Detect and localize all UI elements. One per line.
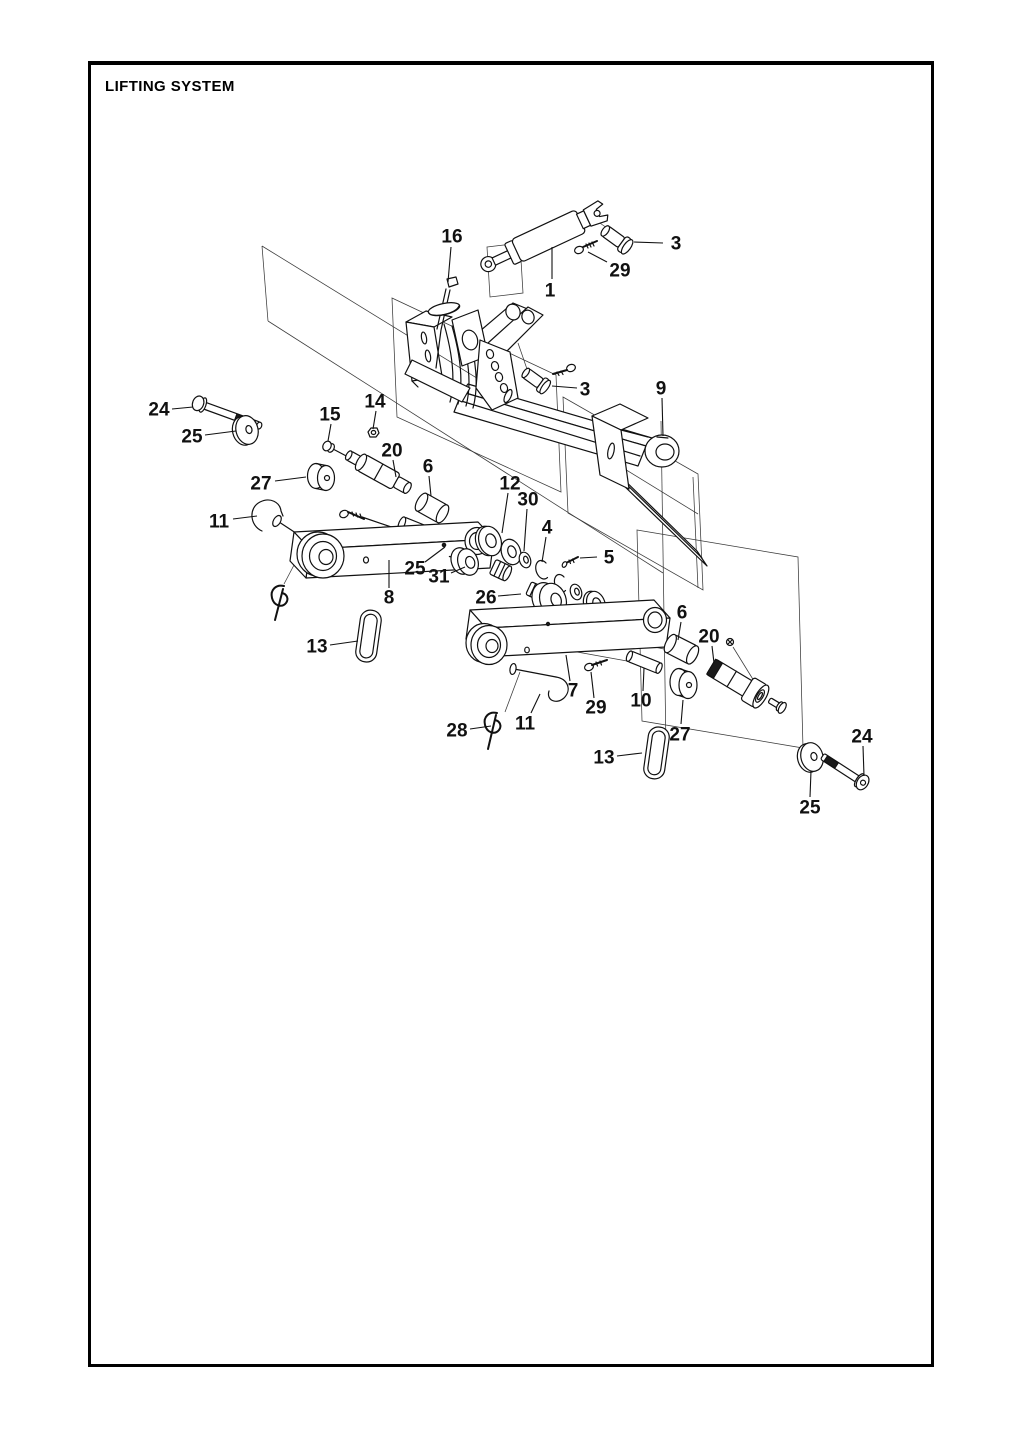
callout-leader-20 (712, 646, 714, 663)
part-screw-5 (561, 557, 578, 568)
callout-leader-25 (810, 771, 811, 797)
part-pin-3-mid (519, 363, 576, 395)
callout-29: 29 (585, 697, 607, 719)
callout-leader-12 (502, 493, 508, 533)
callout-leader-3 (552, 386, 577, 388)
callout-13: 13 (306, 636, 328, 658)
part-cylinder-1 (476, 198, 610, 278)
callout-11: 11 (208, 511, 230, 533)
callout-leader-27 (275, 477, 306, 481)
callout-25: 25 (799, 797, 821, 819)
part-cotter-29-top (574, 241, 597, 255)
callout-leader-11 (233, 516, 257, 519)
callout-29: 29 (609, 260, 631, 282)
callout-leader-30 (524, 509, 527, 551)
callout-3: 3 (670, 233, 682, 255)
callout-3: 3 (579, 379, 591, 401)
part-cap-27a (308, 464, 335, 491)
callout-leader-4 (542, 537, 546, 562)
callout-leader-27 (681, 700, 683, 724)
callout-leader-24 (172, 407, 193, 409)
callout-8: 8 (383, 587, 395, 609)
callout-leader-7 (566, 655, 570, 681)
callout-20: 20 (698, 626, 720, 648)
callout-leader-11 (531, 694, 540, 713)
part-strap-13b (642, 726, 670, 780)
callout-31: 31 (428, 566, 450, 588)
part-pin-20a (342, 446, 414, 497)
callout-12: 12 (499, 473, 521, 495)
callout-27: 27 (250, 473, 272, 495)
callout-25: 25 (181, 426, 203, 448)
callout-leader-16 (448, 247, 451, 282)
callout-leader-13 (617, 753, 642, 756)
callout-7: 7 (567, 680, 579, 702)
callout-leader-24 (863, 746, 864, 776)
callout-leader-14 (373, 411, 376, 429)
callout-27: 27 (669, 724, 691, 746)
part-pin-11b (509, 663, 568, 701)
callout-leader-5 (580, 557, 597, 558)
callout-5: 5 (603, 547, 615, 569)
callout-20: 20 (381, 440, 403, 462)
callout-leader-29 (591, 672, 594, 698)
part-pin-20b (704, 639, 787, 715)
callout-6: 6 (422, 456, 434, 478)
callout-leader-29 (588, 252, 607, 262)
callout-leader-10 (643, 668, 644, 691)
part-nut-14 (368, 428, 379, 437)
part-washer-small (568, 583, 583, 602)
callout-leader-6 (429, 476, 431, 496)
part-strap-13a (354, 609, 382, 663)
part-cap-27b (670, 669, 697, 699)
part-rclip-upper (272, 586, 288, 620)
callout-leader-28 (470, 726, 491, 729)
callout-25: 25 (404, 558, 426, 580)
callout-13: 13 (593, 747, 615, 769)
callout-30: 30 (517, 489, 539, 511)
callout-leader-13 (330, 641, 358, 645)
callout-leader-26 (498, 594, 521, 596)
callout-1: 1 (544, 280, 556, 302)
part-rclip-28 (485, 713, 501, 749)
callout-16: 16 (441, 226, 463, 248)
page-title: LIFTING SYSTEM (105, 78, 235, 95)
callout-leader-3 (634, 242, 663, 243)
callout-11: 11 (514, 713, 536, 735)
callout-leader-15 (328, 424, 331, 441)
callout-10: 10 (630, 690, 652, 712)
part-cotter-29b (584, 660, 607, 672)
part-pin-3-top (598, 222, 635, 255)
callout-26: 26 (475, 587, 497, 609)
callout-6: 6 (676, 602, 688, 624)
callout-leader-25 (205, 431, 236, 435)
callout-15: 15 (319, 404, 341, 426)
callout-leader-9 (662, 398, 663, 436)
callout-24: 24 (851, 726, 873, 748)
callout-4: 4 (541, 517, 553, 539)
callout-14: 14 (364, 391, 386, 413)
callout-24: 24 (148, 399, 170, 421)
callout-9: 9 (655, 378, 667, 400)
part-ring-4 (536, 561, 548, 580)
callout-28: 28 (446, 720, 468, 742)
part-bushing-6a (413, 491, 452, 524)
